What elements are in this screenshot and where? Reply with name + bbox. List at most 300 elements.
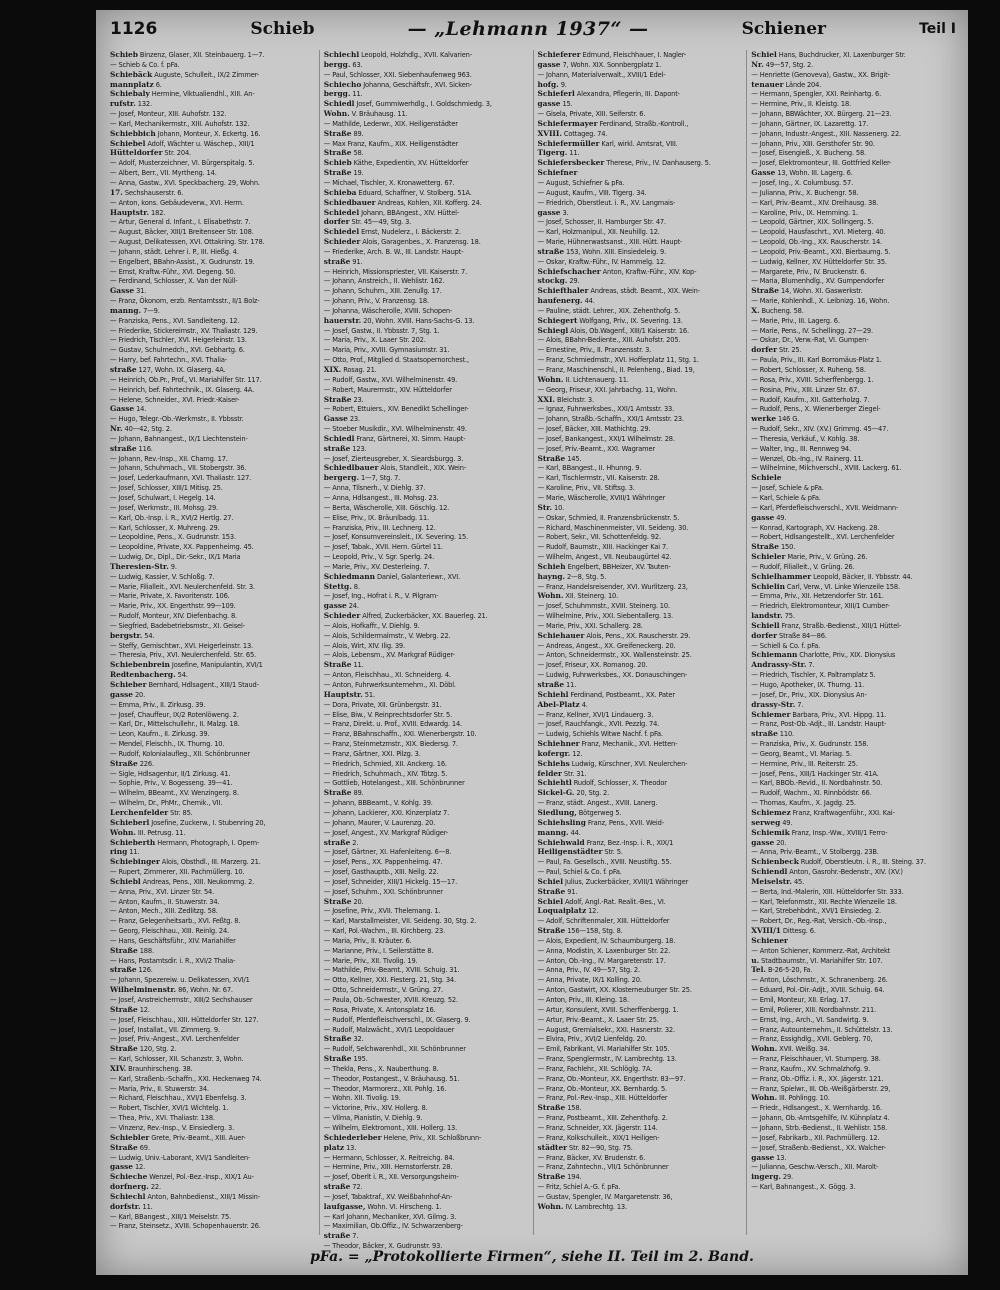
directory-entry: manng. 7—9.: [110, 305, 160, 315]
directory-entry: dorfer Str. 45—49, Stg. 3.: [323, 217, 412, 227]
directory-entry: — Max Franz, Kaufm., XIX. Heiligenstädter: [323, 138, 459, 148]
directory-entry: — Johann, Schuhmach., VII. Stobergstr. 36.: [110, 463, 247, 473]
directory-entry: — Pauline, städt. Lehrer., XIX. Zehenthofg. 5.: [537, 305, 681, 315]
directory-entry: — Josef, Gasthauptb., XIII. Neilg. 22.: [323, 867, 439, 877]
directory-entry: — Johann, Anstreich., II. Wehlistr. 162.: [323, 276, 445, 286]
directory-entry: — Friedrich, Schuhmach., XIV. Tötzg. 5.: [323, 768, 448, 778]
directory-entry: — Rosa, Priv., XVIII. Scherffenbergg. 1.: [751, 374, 874, 384]
directory-column: [320, 50, 534, 1251]
directory-entry: Schieberth Hermann, Photograph, I. Opern-: [110, 837, 260, 847]
directory-column: [534, 50, 748, 1235]
directory-entry: — Henriette (Genoveva), Gastw., XX. Brigit-: [751, 69, 890, 79]
directory-entry: — Konrad, Kartograph, XV. Hackeng. 28.: [751, 522, 880, 532]
directory-entry: — Fritz, Schiel A.-G. f. pFa.: [537, 1182, 621, 1192]
directory-entry: — Leopold, Priv., V. Sgr. Sperlg. 24.: [323, 552, 435, 562]
directory-entry: straße 11.: [537, 680, 577, 689]
directory-entry: Wohn. III. Petrusg. 11.: [110, 827, 186, 837]
directory-entry: Schiehs Ludwig, Kürschner, XVI. Neulerchen-: [537, 758, 688, 768]
directory-entry: Hütteldorfer Str. 204.: [110, 148, 191, 158]
directory-entry: Schiebaly Hermine, Viktualiendhl., XIII. An-: [110, 89, 255, 99]
directory-entry: Schielin Carl, Verw., VI. Linke Wienzeile 158.: [751, 581, 900, 591]
directory-entry: — Franz, Gelegenheitsarb., XVI. Feßtg. 8.: [110, 916, 241, 926]
directory-entry: XVIII. Cottageg. 74.: [537, 128, 608, 138]
directory-entry: — Karl, Pferdefleischverschl., XVII. Weidmann-: [751, 502, 899, 512]
directory-entry: — Josef, Straßenb.-Bedienst., XX. Walcher-: [751, 1142, 886, 1152]
directory-entry: Schiefthaler Andreas, städt. Beamt., XIX. Wein-: [537, 286, 700, 296]
directory-entry: — Julianna, Priv., X. Buchengr. 58.: [751, 187, 859, 197]
directory-entry: — Johann, Maurer, V. Laurenzg. 20.: [323, 817, 436, 827]
directory-column: [106, 50, 320, 1235]
directory-entry: — Rudolf, Kaufm., XII. Gatterholzg. 7.: [751, 394, 870, 404]
directory-entry: Schiel Julius, Zuckerbäcker, XVIII/1 Währinger: [537, 876, 689, 886]
directory-entry: — Thomas, Kaufm., X. Jagdg. 25.: [751, 798, 856, 808]
directory-entry: — Franz, Spielwr., III. Ob.-Weißgärberstr. 29,: [751, 1083, 891, 1093]
directory-entry: Schieber Bernhard, Hdlsagent., XIII/1 Staud-: [110, 680, 259, 689]
directory-entry: — Hugo, Telegr.-Ob.-Werkmstr., II. Ybbsstr.: [110, 414, 244, 424]
directory-entry: Abel-Platz 4.: [537, 699, 588, 709]
directory-entry: — Franz, Bäcker, XV. Brudenstr. 6.: [537, 1152, 646, 1162]
directory-entry: — Friederike, Stickereimstr., XV. Thaliastr. 129.: [110, 325, 258, 335]
directory-entry: — Wilhelm, Angest., VII. Neubaugürtel 42.: [537, 552, 672, 562]
directory-entry: — Marie, Priv., XXI. Schallerg. 28.: [537, 620, 643, 630]
directory-entry: — Elise, Biw., V. Reinprechtsdorfer Str. 5.: [323, 709, 453, 719]
directory-entry: — Ferdinand, Schlosser, X. Van der Nüll-: [110, 276, 238, 286]
directory-entry: straße 72.: [323, 1182, 363, 1192]
directory-entry: — Franz, Kolkschulleit., XIX/1 Heiligen-: [537, 1132, 660, 1142]
directory-entry: — Anna, Priv., IV. 49—57, Stg. 2.: [537, 965, 640, 975]
directory-entry: straße 153, Wohn. XIII. Einsiedeleig. 9.: [537, 246, 667, 256]
directory-entry: — Anna, Modistin, X. Laxenburger Str. 22.: [537, 945, 671, 955]
page-title: — „Lehmann 1937“ —: [407, 18, 649, 40]
directory-entry: — Anton, Ob.-Ing., IV. Margaretenstr. 17.: [537, 955, 666, 965]
directory-entry: — Rudolf, Monteur, XIV. Diefenbachg. 8.: [110, 611, 237, 621]
directory-entry: Schiel Adolf, Angl.-Rat. Realit.-Bes., VI.: [537, 896, 666, 906]
directory-entry: — Maximilian, Ob.Offiz., IV. Schwarzenberg-: [323, 1221, 463, 1231]
directory-entry: Schiefschacher Anton, Kraftw.-Führ., XIV. Kop-: [537, 266, 697, 276]
directory-entry: — Anton, kons. Gebäudeverw., XVI. Herm.: [110, 197, 244, 207]
directory-entry: — Franz, Kaufm., XV. Schmalzhofg. 9.: [751, 1063, 871, 1073]
directory-entry: — Gisela, Private, XIII. Seiferstr. 6.: [537, 109, 646, 119]
directory-entry: Straße 226.: [110, 758, 154, 768]
directory-entry: Schieder Alois, Garagenbes., X. Franzensg. 18.: [323, 237, 481, 247]
directory-entry: — Rudolf, Malzwächt., XVI/1 Leopoldauer: [323, 1024, 455, 1034]
directory-entry: — Franz, Autounternehm., II. Schüttelstr. 13.: [751, 1024, 893, 1034]
directory-entry: — Theresia, Verkäuf., V. Kohlg. 38.: [751, 433, 860, 443]
directory-entry: — Friedrich, Tischler, X. Paltramplatz 5.: [751, 670, 876, 680]
directory-entry: — Gottlieb, Hotelangest., XIII. Schönbrunner: [323, 778, 465, 788]
directory-entry: — Wilhelm, Dr., PhMr., Chemik., VII.: [110, 798, 223, 808]
directory-entry: — Leopold, Hausfaschrt., XVI. Mieterg. 40.: [751, 227, 886, 237]
directory-entry: Schiendl Anton, Gasrohr.-Bedenstr., XIV. (XV.): [751, 867, 903, 877]
directory-entry: — August, Bäcker, XIII/1 Breitenseer Str. 108.: [110, 227, 254, 237]
directory-entry: — Karl, Priv.-Beamt., XIV. Dreihausg. 38.: [751, 197, 879, 207]
directory-entry: — Karl, BBangest., XIII/1 Meiselstr. 75.: [110, 1211, 232, 1221]
directory-entry: hauerstr. 20, Wohn. XVIII. Hans-Sachs-G. 13.: [323, 315, 475, 325]
directory-entry: — Alois, Lebensm., XV. Markgraf Rüdiger-: [323, 650, 455, 660]
directory-entry: — Johanna, Wäscherolle, XVIII. Schopen-: [323, 305, 453, 315]
directory-entry: Straße 150.: [751, 542, 796, 552]
directory-entry: — Emil, Polierer, XIII. Nordbahnstr. 211.: [751, 1004, 877, 1014]
directory-entry: Schienbeck Rudolf, Oberstleutn. i. R., III. Steing. 37.: [751, 857, 926, 867]
directory-entry: — Gustav, Spengler, IV. Margaretenstr. 36,: [537, 1191, 673, 1201]
directory-entry: — Ernst, Ing., Arch., VI. Sandwirtg. 9.: [751, 1014, 869, 1024]
directory-entry: drassy-Str. 7.: [751, 699, 804, 709]
directory-entry: Schiel Hans, Buchdrucker, XI. Laxenburger Str.: [751, 50, 906, 59]
directory-entry: Schiehwald Franz, Bez.-Insp. i. R., XIX/1: [537, 837, 674, 847]
directory-entry: — Theresia, Priv., XVI. Neulerchenfeld. Str. 65.: [110, 650, 256, 660]
directory-entry: — Georg, Beamt., VI. Mariag. 5.: [751, 748, 852, 758]
directory-entry: landstr. 75.: [751, 611, 795, 621]
directory-entry: Schielhammer Leopold, Bäcker, II. Ybbsstr. 44.: [751, 571, 913, 581]
directory-entry: — Richard, Fleischhau., XVI/1 Ebenfelsg. 3.: [110, 1093, 247, 1103]
directory-entry: — Hermann, Schlosser, X. Reitreichg. 84.: [323, 1152, 455, 1162]
directory-entry: — Josef, Elektromonteur, III. Gottfried Keller-: [751, 158, 892, 168]
directory-entry: — Franz, Maschinenschl., II. Pelenheng., Biad. 19,: [537, 365, 695, 374]
directory-entry: — Anton, Schneidermstr., XX. Wallensteinstr. 25.: [537, 650, 692, 660]
directory-entry: Straße 195.: [323, 1054, 368, 1064]
directory-entry: Straße 145.: [537, 453, 582, 463]
directory-entry: — Josef, Pens., XIII/1 Hackinger Str. 41A.: [751, 768, 879, 778]
directory-entry: — Josef, Angest., XV. Markgraf Rüdiger-: [323, 827, 449, 837]
directory-entry: Schiele: [751, 473, 782, 483]
directory-entry: — Hans, Postamtsdir. i. R., XVI/2 Thalia-: [110, 955, 236, 965]
directory-entry: — Friedrich, Elektromonteur, XIII/1 Cumber-: [751, 601, 890, 611]
directory-entry: — Karl, Schiele & pFa.: [751, 492, 821, 502]
directory-entry: — Emil, Monteur, XII. Erlag. 17.: [751, 995, 851, 1004]
directory-entry: — Artur, Konsulent, XVIII. Scherffenbergg. 1.: [537, 1004, 679, 1014]
directory-entry: — Stoeber Musikdir., XVI. Wilhelminenstr. 49.: [323, 424, 467, 434]
directory-entry: — Rosina, Priv., XIII. Linzer Str. 67.: [751, 384, 860, 394]
directory-entry: — Josef, Werkmstr., III. Mohsg. 29.: [110, 502, 219, 512]
directory-entry: — Dora, Private, XII. Grünbergstr. 31.: [323, 699, 442, 709]
directory-entry: — Mendel, Fleischh., IX. Thurng. 10.: [110, 739, 225, 749]
directory-entry: — Josef, Schosser, II. Hamburger Str. 47.: [537, 217, 666, 227]
directory-entry: Straße 14, Wohn. XI. Gaswerkstr.: [751, 286, 863, 296]
directory-entry: Straße 158.: [537, 1103, 582, 1113]
directory-entry: — Josef, Pens., XX. Pappenheimg. 47.: [323, 857, 443, 867]
directory-entry: — Rudolf, Pferdefleischverschl., IX. Glaserg. 9.: [323, 1014, 471, 1024]
directory-entry: — Karl, Mechanikermstr., XIII. Auhofstr. 132.: [110, 118, 250, 128]
directory-entry: — Ernst, Kraftw.-Führ., XVI. Degeng. 50.: [110, 266, 236, 276]
directory-entry: — Josef, Bäcker, XIII. Mathichtg. 29.: [537, 424, 651, 434]
directory-entry: — Josef, Schneider, XIII/1 Hickelg. 15—17.: [323, 876, 458, 886]
directory-entry: — Robert, Schlosser, X. Ruheng. 58.: [751, 365, 866, 374]
directory-entry: — Marie, Priv., XV. Desterleing. 7.: [323, 561, 430, 571]
directory-entry: — Siegfried, Badebetriebsmstr., XI. Geisel-: [110, 620, 245, 630]
directory-entry: — Leopold, Gärtner, XIX. Sollingerg. 5.: [751, 217, 874, 227]
directory-entry: Schiedlbauer Alois, Standleit., XIX. Wein-: [323, 463, 467, 473]
directory-entry: — August, Schiefner & pFa.: [537, 177, 625, 187]
directory-entry: — Johann, Priv., XIII. Gersthofer Str. 90.: [751, 138, 875, 148]
directory-entry: — Wohn. XII. Tivolig. 19.: [323, 1093, 401, 1103]
directory-entry: Straße 19.: [323, 168, 364, 178]
directory-entry: — Josef, Oberlt i. R., XII. Versorgungsheim-: [323, 1172, 459, 1182]
directory-entry: — Marie, Hühnerwastsanst., XIII. Hütt. Haupt-: [537, 237, 683, 247]
directory-entry: — Josef, Konsumvereinsleit., IX. Severing. 15.: [323, 532, 469, 542]
directory-entry: gasse 3.: [537, 207, 569, 217]
directory-entry: — Gustav, Schulmedch., XVI. Gebhartg. 6.: [110, 345, 245, 355]
directory-entry: — Marie, Filialleit., XVI. Neulerchenfeld. Str. 3.: [110, 581, 255, 591]
directory-entry: — Rudolf, Wachm., XI. Rinnbödstr. 66.: [751, 788, 872, 798]
directory-entry: — Leopold, Priv.-Beamt., XXI. Bierbaumg. 5.: [751, 246, 891, 256]
directory-column: [747, 50, 960, 1235]
directory-entry: — Anna, Hdlsangest., III. Mohsg. 23.: [323, 492, 439, 502]
directory-entry: — Franz, Ob.-Offiz. i. R., XX. Jägerstr. 121.: [751, 1073, 884, 1083]
directory-entry: — Franz, Spenglermstr., IV. Lambrechtg. 13.: [537, 1054, 677, 1064]
directory-entry: — Hugo, Apotheker, IX. Thurng. 11.: [751, 680, 865, 689]
directory-entry: — Theodor, Postangest., V. Bräuhausg. 51.: [323, 1073, 460, 1083]
directory-entry: Lerchenfelder Str. 85.: [110, 807, 193, 817]
directory-entry: — Franz, Direkt. u. Prof., XVIII. Edwardg. 14.: [323, 719, 463, 729]
directory-entry: Straße 12.: [110, 1004, 150, 1014]
directory-entry: — Maria, Blumenhdlg., XV. Gumpendorfer: [751, 276, 885, 286]
directory-entry: — Marie, Wäscherolle, XVIII/1 Währinger: [537, 492, 666, 502]
directory-entry: Schiemann Charlotte, Priv., XIX. Dionysius: [751, 650, 896, 660]
directory-entry: — Franz, Ökonom, erzb. Rentamtsstr., II/1 Bolz-: [110, 296, 260, 306]
directory-entry: — Anna, Tilsnerh., V. Diehlg. 37.: [323, 483, 426, 493]
directory-entry: — Rudolf, Pens., X. Wienerberger Ziegel-: [751, 404, 881, 414]
directory-entry: — Johann, BBBeamt., V. Kohlg. 39.: [323, 798, 433, 808]
directory-entry: — Walter, Ing., III. Rennweg 94.: [751, 443, 851, 453]
directory-entry: — Leopoldine, Private, XX. Pappenheimg. 45.: [110, 542, 254, 552]
directory-entry: — Mathilde, Priv.-Beamt., XVIII. Schuig. 31.: [323, 965, 460, 975]
directory-entry: werke 146 G.: [751, 414, 800, 424]
directory-entry: — Karl, Tischlermstr., VII. Kaiserstr. 28.: [537, 473, 660, 483]
directory-entry: Wilhelminenstr. 86, Wohn. Nr. 67.: [110, 985, 233, 995]
directory-entry: — Alois, Schildermalmstr., V. Webrg. 22.: [323, 630, 451, 640]
directory-entry: ingerg. 29.: [751, 1172, 794, 1182]
directory-entry: — Johann, Rev.-Insp., XII. Chamg. 17.: [110, 453, 228, 463]
directory-entry: rufstr. 132.: [110, 99, 152, 109]
directory-entry: — Franz, Fleischhauer, VI. Stumperg. 38.: [751, 1054, 881, 1064]
directory-entry: Redtenbacherg. 54.: [110, 670, 188, 680]
directory-entry: — Schieb & Co. f. pFa.: [110, 59, 180, 69]
directory-entry: Tigerg. 11.: [537, 148, 580, 158]
page-header: [110, 14, 956, 44]
directory-entry: dorfer Str. 25.: [751, 345, 802, 355]
directory-entry: Straße 32.: [323, 1034, 364, 1044]
directory-entry: mannplatz 6.: [110, 79, 162, 89]
directory-entry: — Hermine, Priv., III. Reiterstr. 25.: [751, 758, 858, 768]
directory-entry: — Alois, Wirt, XIV. Ilig. 39.: [323, 640, 405, 650]
directory-entry: XVIII/1 Dittesg. 6.: [751, 926, 816, 936]
directory-entry: Hauptstr. 51.: [323, 689, 375, 699]
directory-entry: tenauer Lände 204.: [751, 79, 822, 89]
directory-entry: — Emma, Priv., XII. Hetzendorfer Str. 161.: [751, 591, 884, 601]
directory-entry: Schiedl Franz, Gärtnerei, XI. Simm. Haupt-: [323, 433, 466, 443]
directory-entry: — Anton, Gastwirt, XX. Klosterneuburger Str. 25.: [537, 985, 692, 995]
directory-entry: Schiefersbecker Therese, Priv., IV. Danhauserg. 5.: [537, 158, 711, 168]
directory-entry: kofergr. 12.: [537, 748, 583, 758]
directory-entry: — August, Gremialsekr., XXI. Hasnerstr. 32.: [537, 1024, 675, 1034]
directory-entry: Schiebler Grete, Priv.-Beamt., XIII. Auer-: [110, 1132, 246, 1142]
directory-entry: Straße 120, Stg. 2.: [110, 1044, 177, 1054]
directory-entry: Straße 91.: [537, 886, 578, 896]
directory-entry: — Oskar, Schmied, II. Franzensbrückenstr. 5.: [537, 512, 680, 522]
directory-entry: — Franz, Pol.-Rev.-Insp., XIII. Hütteldorfer: [537, 1093, 668, 1103]
directory-entry: — Alois, Expedient, IV. Schaumburgerg. 18.: [537, 935, 676, 945]
directory-entry: — Franz, Gärtner, XXI. Pilzg. 3.: [323, 748, 421, 758]
directory-page: [96, 10, 968, 1275]
directory-entry: Schiechl Leopold, Holzhdlg., XVII. Kalvarien-: [323, 50, 472, 59]
directory-entry: — Franz, Essighdlg., XVII. Geblerg. 70,: [751, 1034, 873, 1044]
directory-entry: Schiechl Anton, Bahnbedienst., XIII/1 Missin-: [110, 1191, 260, 1201]
directory-entry: — Julianna, Geschw.-Versch., XII. Marolt-: [751, 1162, 879, 1172]
directory-entry: gasse 20.: [751, 837, 787, 847]
directory-entry: — Josef, Gastw., II. Ybbsstr. 7, Stg. 1.: [323, 325, 440, 335]
directory-entry: — Sigle, Hdlsagentur, II/1 Zirkusg. 41.: [110, 768, 231, 778]
directory-entry: — Karl Johann, Mechaniker, XVI. Gilmg. 3.: [323, 1211, 457, 1221]
directory-entry: Schiehtl Rudolf, Schlosser, X. Theodor: [537, 778, 667, 788]
directory-entry: — Johann, Straßb.-Schaffn., XXI/1 Amtsstr. 23.: [537, 414, 684, 424]
directory-entry: bergerg. 1—7, Stg. 7.: [323, 473, 401, 483]
directory-entry: — Franz, Kellner, XVI/1 Lindauerg. 3.: [537, 709, 654, 719]
directory-entry: — Josef, Gärtner, XI. Hafenleiteng. 6—8.: [323, 847, 452, 857]
directory-entry: — Josef, Monteur, XIII. Auhofstr. 132.: [110, 109, 227, 119]
directory-entry: Straße 156—158, Stg. 8.: [537, 926, 623, 936]
directory-entry: Schiebbich Johann, Monteur, X. Eckertg. 16.: [110, 128, 261, 138]
directory-entry: — Paul, Schiel & Co. f. pFa.: [537, 867, 622, 877]
directory-entry: Schiemer Barbara, Priv., XVI. Hippg. 11.: [751, 709, 887, 719]
directory-entry: Schiebenbrein Josefine, Manipulantin, XVI/1: [110, 660, 263, 670]
directory-entry: — Karl, Holzmanipul., XII. Neuhillg. 12.: [537, 227, 660, 237]
directory-entry: — Josef, Schiele & pFa.: [751, 483, 824, 493]
directory-entry: Sickel-G. 20, Stg. 2.: [537, 788, 610, 798]
directory-entry: — Robert, Ettuiers., XIV. Benedikt Schellinger-: [323, 404, 469, 414]
directory-entry: — Josef, Tabak., XVII. Hern. Gürtel 11.: [323, 542, 443, 552]
directory-entry: — Johann, Lackierer, XXI. Kinzerplatz 7.: [323, 807, 450, 817]
directory-entry: Nr. 40—42, Stg. 2.: [110, 424, 172, 434]
directory-entry: — Eduard, Pol.-Dir.-Adjt., XVIII. Schuig. 64.: [751, 985, 885, 995]
directory-entry: X. Bucheng. 58.: [751, 305, 804, 315]
directory-entry: Wohn. XII. Steinerg. 10.: [537, 591, 619, 601]
directory-entry: Schieh Engelbert, BBHeizer, XV. Tauten-: [537, 561, 671, 571]
directory-entry: — Anna, Priv.-Beamt., V. Stolbergg. 23B.: [751, 847, 879, 857]
directory-entry: — Franziska, Priv., III. Lechnerg. 12.: [323, 522, 436, 532]
directory-entry: — Anton, Löschmstr., X. Schranenberg. 26.: [751, 975, 888, 985]
directory-entry: Wohn. XVII. Weißg. 34.: [751, 1044, 830, 1054]
directory-entry: — Berta, Ind.-Malerin, XIII. Hütteldorfer Str. 333.: [751, 886, 904, 896]
page-number: 1126: [110, 19, 158, 39]
directory-entry: — Franz, Handelsreisender, XVI. Wurlitzerg. 23,: [537, 581, 688, 591]
directory-entry: — Maria, Priv., II. Kräuter. 6.: [323, 935, 412, 945]
directory-entry: — Karl, Strebehbdnt., XVI/1 Einsiedeg. 2.: [751, 906, 881, 916]
directory-entry: Schieb Käthe, Expedientin, XV. Hütteldorfer: [323, 158, 469, 168]
directory-entry: dorfstr. 11.: [110, 1201, 153, 1211]
directory-entry: Straße 188.: [110, 945, 154, 955]
directory-entry: — Paul, Schlosser, XXI. Siebenhaufenweg 963.: [323, 69, 472, 79]
directory-entry: — Leon, Kaufm., II. Zirkusg. 39.: [110, 729, 210, 739]
directory-entry: Schiebel Adolf, Wächter u. Wäschep., XIII/1: [110, 138, 255, 148]
directory-entry: — Johann, Strb.-Bedienst., II. Wehlistr. 158.: [751, 1122, 888, 1132]
directory-entry: felder Str. 31.: [537, 768, 587, 778]
directory-entry: — Johann, Materialverwalt., XVIII/1 Edel-: [537, 69, 666, 79]
directory-entry: — Otto, Schneidermstr., V. Grüng. 27.: [323, 985, 443, 995]
directory-entry: — Karoline, Priv., VII. Stiftsg. 3.: [537, 483, 635, 493]
directory-entry: Gasse 31.: [110, 286, 147, 296]
directory-entry: Wohn. II. Lichtenauerg. 11.: [537, 374, 629, 384]
directory-entry: — Ludwig, Univ.-Laborant, XVI/1 Sandleiten-: [110, 1152, 251, 1162]
directory-entry: — Richard, Maschinenmeister, VII. Seideng. 30.: [537, 522, 689, 532]
directory-entry: — Helene, Schneider., XVI. Friedr.-Kaiser-: [110, 394, 240, 404]
directory-entry: — Josef, Priv.-Angest., XVI. Lerchenfelder: [110, 1034, 240, 1044]
directory-entry: — Thea, Priv., XVI. Thaliastr. 138.: [110, 1113, 215, 1123]
directory-entry: Straße 11.: [323, 660, 364, 670]
directory-entry: — Karl, Schlosser, XII. Schanzstr. 3, Wohn.: [110, 1054, 244, 1064]
directory-entry: Gasse 23.: [323, 414, 360, 424]
directory-entry: — Anton, Fuhrwerksunternehm., XI. Döbl.: [323, 680, 456, 689]
directory-entry: Schieferer Edmund, Fleischhauer, I. Nagler-: [537, 50, 687, 59]
directory-entry: — Rosa, Private, X. Antonsplatz 16.: [323, 1004, 436, 1014]
directory-entry: — Harry, bef. Fahrtechn., XVI. Thalia-: [110, 355, 228, 365]
directory-entry: Meiselstr. 45.: [751, 876, 805, 886]
directory-entry: — Franz, Post-Ob.-Adjt., III. Landstr. Haupt-: [751, 719, 887, 729]
directory-entry: Theresien-Str. 9.: [110, 561, 177, 571]
directory-entry: Schiegl Alois, Ob.Wagenf., XIII/1 Kaiserstr. 16.: [537, 325, 689, 335]
directory-entry: Schiell Franz, Straßb.-Bedienst., XIII/1 Hüttel-: [751, 620, 902, 630]
directory-entry: — Josef, Tabaktraf., XV. Weißbahnhof-An-: [323, 1191, 453, 1201]
directory-entry: — Artur, Priv.-Beamt., X. Laaer Str. 25.: [537, 1014, 659, 1024]
directory-entry: — Emil, Fabrikant, VI. Mariahilfer Str. 105.: [537, 1044, 670, 1054]
directory-entry: — Wilhelmine, Milchverschl., XVIII. Lackerg. 61.: [751, 463, 902, 473]
directory-entry: straße 2.: [323, 837, 359, 847]
directory-entry: — Franz, BBahnschaffn., XXI. Wienerbergstr. 10.: [323, 729, 477, 739]
directory-entry: — Josef, Fleischhau., XIII. Hütteldorfer Str. 127.: [110, 1014, 259, 1024]
directory-entry: — Josef, Priv.-Beamt., XXI. Wagramer: [537, 443, 656, 453]
directory-entry: — Maria, Priv., X. Laaer Str. 202.: [323, 335, 426, 345]
directory-entry: Schiefermayer Ferdinand, Straßb.-Kontroll.,: [537, 118, 689, 128]
directory-entry: Str. 10.: [537, 502, 565, 512]
directory-entry: — Josef, Lederkaufmann, XVI. Thaliastr. 127.: [110, 473, 252, 483]
directory-entry: — Franz, Steinsetz., XVIII. Schopenhauerstr. 26.: [110, 1221, 261, 1231]
directory-entry: — August, Delikatessen, XVI. Ottakring. Str. 178.: [110, 237, 265, 247]
directory-entry: Siedlung, Bötgerweg 5.: [537, 807, 622, 817]
directory-entry: Schiedl Josef, Gummiwerhdlg., I. Goldschmiedg. 3,: [323, 99, 492, 109]
directory-entry: — August, Kaufm., VIII. Tigerg. 34.: [537, 187, 647, 197]
directory-entry: gasse 7, Wohn. XIX. Sonnbergplatz 1.: [537, 59, 662, 69]
directory-entry: — Alois, Hofkaffr., V. Diehlg. 9.: [323, 620, 420, 630]
directory-entry: — Otto, Kellner, XXI. Fiesterg. 21, Stg. 34.: [323, 975, 456, 985]
directory-entry: ring 11.: [110, 847, 140, 857]
directory-entry: laufgasse, Wohn. VI. Hirscheng. 1.: [323, 1201, 442, 1211]
directory-entry: — Rudolf, Baumstr., XIII. Hackinger Kai 7.: [537, 542, 669, 552]
directory-entry: Schieferl Alexandra, Pflegerin, III. Dapont-: [537, 89, 680, 99]
directory-entry: u. Stadtbaumstr., VI. Mariahilfer Str. 107.: [751, 955, 883, 965]
directory-entry: — Josef, Zierteusgreber, X. Sieardsburgg. 3.: [323, 453, 464, 463]
directory-entry: — Marie, Kohlenhdl., X. Leibnizg. 16, Wohn.: [751, 296, 890, 306]
directory-entry: straße 91.: [323, 256, 363, 266]
directory-entry: — Franz, Zahntechn., VII/1 Schönbrunner: [537, 1162, 669, 1172]
directory-entry: — Josef, Schulwart, I. Hegelg. 14.: [110, 492, 216, 502]
directory-entry: — Friedrich, Tischler, XVI. Heigerleinstr. 13.: [110, 335, 247, 345]
directory-entry: — Rudolf, Sekr., XIV. (XV.) Grimmg. 45—47.: [751, 424, 889, 434]
directory-entry: Schiemez Franz, Kraftwagenführ., XXI. Kai-: [751, 807, 895, 817]
directory-entry: — Paula, Priv., III. Karl Borromäus-Platz 1.: [751, 355, 882, 365]
directory-entry: gasse 24.: [323, 601, 359, 611]
directory-entry: — Oskar, Dr., Verw.-Rat, VI. Gumpen-: [751, 335, 869, 345]
directory-entry: XIV. Braunhirscheng. 38.: [110, 1063, 193, 1073]
directory-entry: — Ludwig, Fuhrwerksbes., XX. Donauschingen-: [537, 670, 688, 680]
directory-entry: — Ludwig, Kellner, XV. Hütteldorfer Str. 35.: [751, 256, 887, 266]
directory-entry: — Artur, General d. Infant., I. Elisabethstr. 7.: [110, 217, 251, 227]
directory-entry: — Georg, Fleischhau., XIII. Reinlg. 24.: [110, 926, 230, 936]
directory-entry: — Friederike, Arch. B. W., III. Landstr. Haupt-: [323, 246, 464, 256]
directory-entry: — Rudolf, Kolonialaufleg., XII. Schönbrunner: [110, 748, 250, 758]
directory-entry: — Otto, Prof., Mitglied d. Staatsopernorchest.,: [323, 355, 469, 365]
directory-entry: gasse 13.: [751, 1152, 787, 1162]
directory-entry: Schiehl Ferdinand, Postbeamt., XX. Pater: [537, 689, 675, 699]
directory-entry: Schiecho Johanna, Geschäftsfr., XVI. Sicken-: [323, 79, 472, 89]
